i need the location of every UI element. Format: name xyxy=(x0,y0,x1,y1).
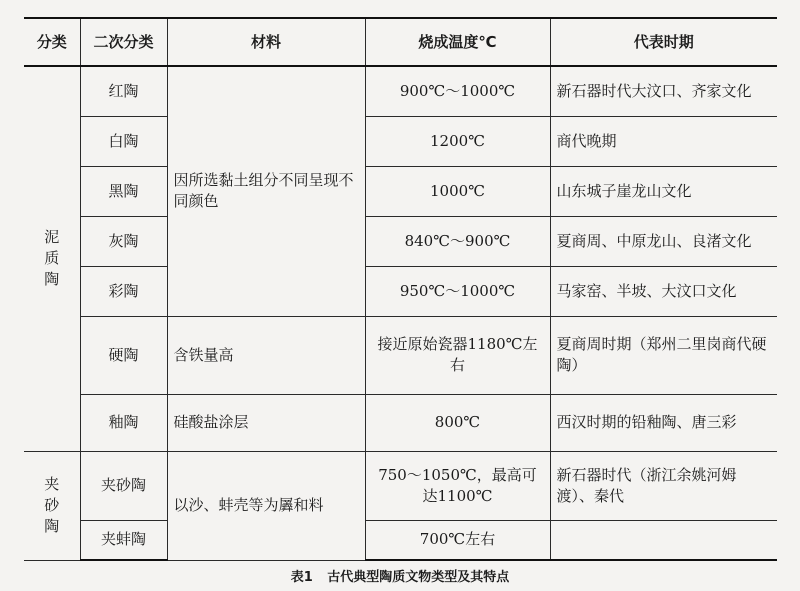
header-row xyxy=(24,18,777,66)
period-cell: 商代晚期 xyxy=(550,116,777,166)
material-cell: 以沙、蚌壳等为羼和料 xyxy=(167,451,365,560)
period-cell xyxy=(550,520,777,560)
table-row xyxy=(24,66,777,116)
pottery-table xyxy=(24,17,777,561)
category-char: 砂 xyxy=(44,496,60,514)
sub-cell: 灰陶 xyxy=(80,216,167,266)
period-cell: 山东城子崖龙山文化 xyxy=(550,166,777,216)
category-jia xyxy=(24,451,80,560)
caption-number: 表1 xyxy=(290,570,313,585)
period-cell: 夏商周、中原龙山、良渚文化 xyxy=(550,216,777,266)
header-category: 分类 xyxy=(24,18,80,66)
sub-cell: 硬陶 xyxy=(80,316,167,394)
temp-cell: 接近原始瓷器1180℃左右 xyxy=(365,316,550,394)
temp-cell: 950℃～1000℃ xyxy=(365,266,550,316)
sub-cell: 釉陶 xyxy=(80,394,167,451)
category-char: 泥 xyxy=(44,228,60,247)
table-row xyxy=(24,166,777,216)
material-cell: 含铁量高 xyxy=(167,316,365,394)
table-row xyxy=(24,216,777,266)
temp-cell: 900℃～1000℃ xyxy=(365,66,550,116)
temp-cell: 1200℃ xyxy=(365,116,550,166)
table-row xyxy=(24,116,777,166)
temp-cell: 700℃左右 xyxy=(365,520,550,560)
category-char: 陶 xyxy=(44,270,60,289)
sub-cell: 黑陶 xyxy=(80,166,167,216)
sub-cell: 彩陶 xyxy=(80,266,167,316)
table-row xyxy=(24,520,777,560)
category-char: 夹 xyxy=(44,475,60,493)
sub-cell: 夹蚌陶 xyxy=(80,520,167,560)
period-cell: 新石器时代大汶口、齐家文化 xyxy=(550,66,777,116)
table-row xyxy=(24,394,777,451)
header-material: 材料 xyxy=(167,18,365,66)
category-char: 质 xyxy=(44,249,60,268)
table-caption xyxy=(0,566,800,585)
period-cell: 新石器时代（浙江余姚河姆渡）、秦代 xyxy=(550,451,777,520)
period-cell: 马家窑、半坡、大汶口文化 xyxy=(550,266,777,316)
category-char: 陶 xyxy=(44,517,60,535)
temp-cell: 1000℃ xyxy=(365,166,550,216)
header-period: 代表时期 xyxy=(550,18,777,66)
material-cell: 硅酸盐涂层 xyxy=(167,394,365,451)
caption-title: 古代典型陶质文物类型及其特点 xyxy=(327,570,510,585)
sub-cell: 夹砂陶 xyxy=(80,451,167,520)
period-cell: 西汉时期的铅釉陶、唐三彩 xyxy=(550,394,777,451)
table-row xyxy=(24,451,777,520)
sub-cell: 白陶 xyxy=(80,116,167,166)
sub-cell: 红陶 xyxy=(80,66,167,116)
header-temperature: 烧成温度℃ xyxy=(365,18,550,66)
header-subcategory: 二次分类 xyxy=(80,18,167,66)
material-clay: 因所选黏土组分不同呈现不同颜色 xyxy=(167,66,365,316)
period-cell: 夏商周时期（郑州二里岗商代硬陶） xyxy=(550,316,777,394)
temp-cell: 750～1050℃，最高可达1100℃ xyxy=(365,451,550,520)
temp-cell: 840℃～900℃ xyxy=(365,216,550,266)
temp-cell: 800℃ xyxy=(365,394,550,451)
category-ni xyxy=(24,66,80,451)
table-row xyxy=(24,316,777,394)
table-row xyxy=(24,266,777,316)
